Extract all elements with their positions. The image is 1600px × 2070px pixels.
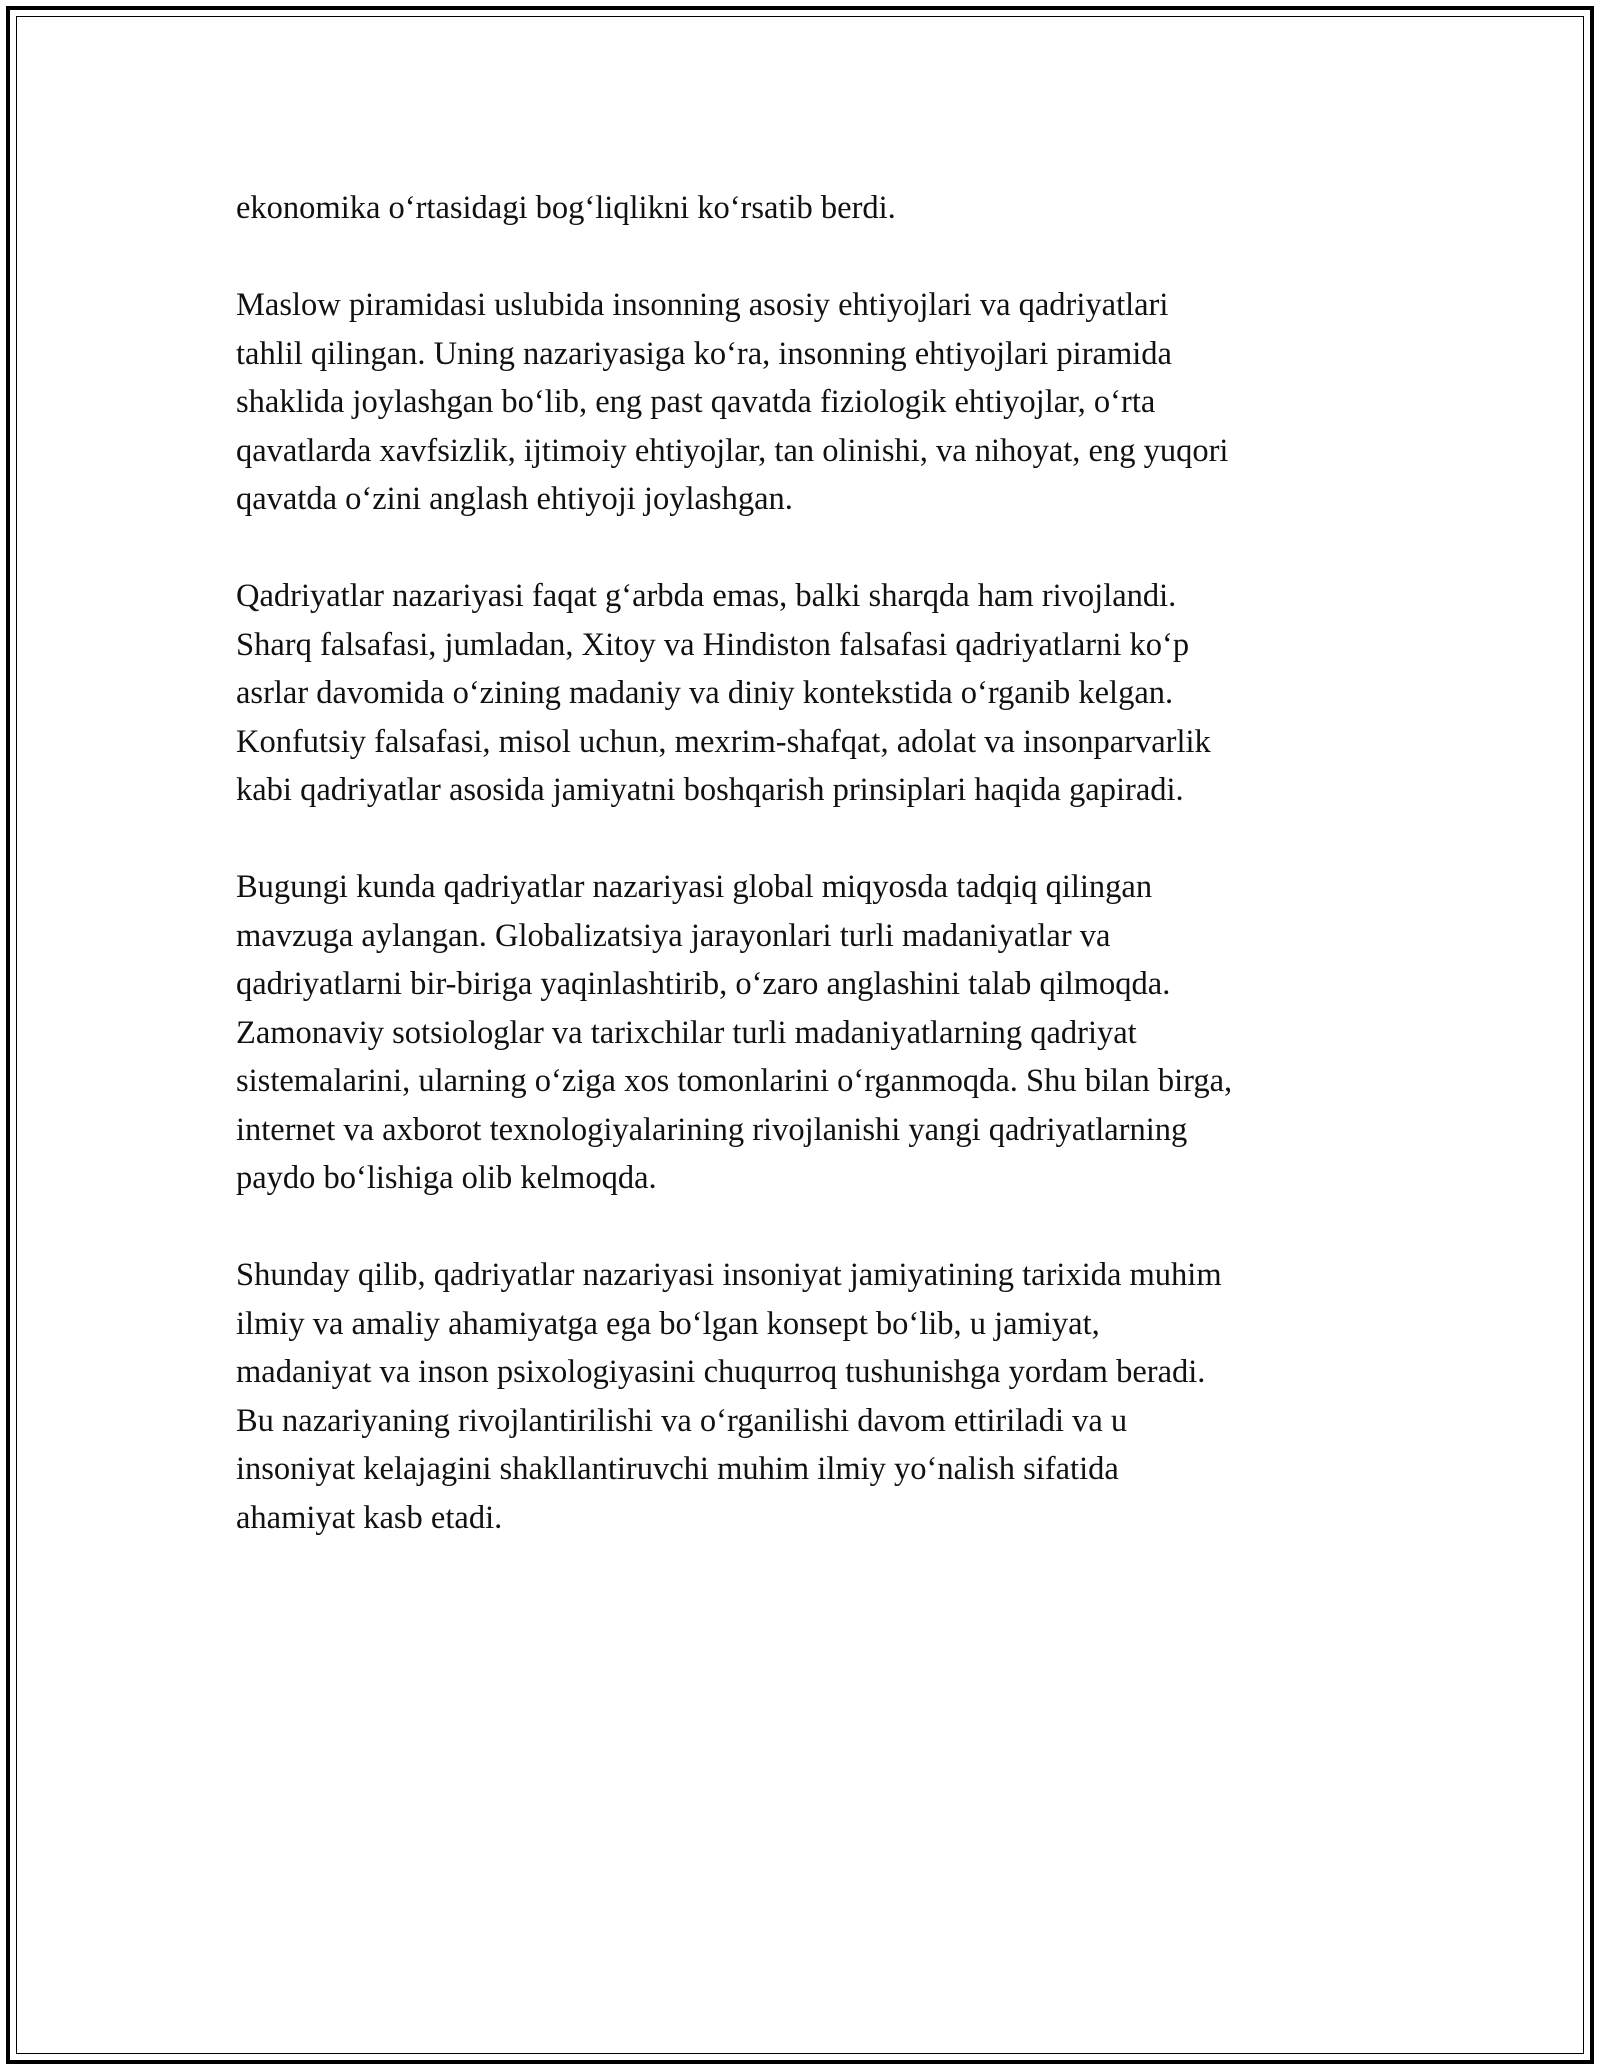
paragraph-3 xyxy=(236,572,1376,815)
paragraph-4 xyxy=(236,863,1376,1203)
text-line: mavzuga aylangan. Globalizatsiya jarayonlari turli madaniyatlar va xyxy=(236,917,1111,954)
text-line: qavatda o‘zini anglash ehtiyoji joylashgan. xyxy=(236,481,793,517)
text-line: internet va axborot texnologiyalarining rivojlanishi yangi qadriyatlarning xyxy=(236,1111,1188,1148)
text-line: asrlar davomida o‘zining madaniy va diniy kontekstida o‘rganib kelgan. xyxy=(236,675,1174,711)
text-line: kabi qadriyatlar asosida jamiyatni boshqarish prinsiplari haqida gapiradi. xyxy=(236,772,1184,808)
paragraph-2 xyxy=(236,281,1376,524)
text-line: Konfutsiy falsafasi, misol uchun, mexrim-shafqat, adolat va insonparvarlik xyxy=(236,723,1211,760)
text-line: Zamonaviy sotsiologlar va tarixchilar turli madaniyatlarning qadriyat xyxy=(236,1014,1137,1051)
text-line: Maslow piramidasi uslubida insonning asosiy ehtiyojlari va qadriyatlari xyxy=(236,287,1169,323)
text-line: sistemalarini, ularning o‘ziga xos tomonlarini o‘rganmoqda. Shu bilan birga, xyxy=(236,1063,1233,1099)
text-line: shaklida joylashgan bo‘lib, eng past qavatda fiziologik ehtiyojlar, o‘rta xyxy=(236,384,1156,420)
text-line: ekonomika o‘rtasidagi bog‘liqlikni ko‘rsatib berdi. xyxy=(236,190,896,226)
text-line: madaniyat va inson psixologiyasini chuqurroq tushunishga yordam beradi. xyxy=(236,1354,1206,1390)
text-line: qavatlarda xavfsizlik, ijtimoiy ehtiyojlar, tan olinishi, va nihoyat, eng yuqori xyxy=(236,432,1229,469)
text-line: paydo bo‘lishiga olib kelmoqda. xyxy=(236,1160,657,1196)
text-line: insoniyat kelajagini shakllantiruvchi muhim ilmiy yo‘nalish sifatida xyxy=(236,1451,1119,1487)
text-line: tahlil qilingan. Uning nazariyasiga ko‘ra, insonning ehtiyojlari piramida xyxy=(236,335,1172,372)
text-line: ahamiyat kasb etadi. xyxy=(236,1499,503,1536)
text-line: qadriyatlarni bir-biriga yaqinlashtirib, o‘zaro anglashini talab qilmoqda. xyxy=(236,966,1171,1002)
document-body xyxy=(236,184,1376,1591)
text-line: ilmiy va amaliy ahamiyatga ega bo‘lgan konsept bo‘lib, u jamiyat, xyxy=(236,1305,1100,1342)
text-line: Shunday qilib, qadriyatlar nazariyasi insoniyat jamiyatining tarixida muhim xyxy=(236,1257,1222,1293)
text-line: Sharq falsafasi, jumladan, Xitoy va Hindiston falsafasi qadriyatlarni ko‘p xyxy=(236,626,1190,663)
text-line: Bugungi kunda qadriyatlar nazariyasi global miqyosda tadqiq qilingan xyxy=(236,869,1153,905)
paragraph-1 xyxy=(236,184,1376,233)
text-line: Qadriyatlar nazariyasi faqat g‘arbda emas, balki sharqda ham rivojlandi. xyxy=(236,578,1177,614)
text-line: Bu nazariyaning rivojlantirilishi va o‘rganilishi davom ettiriladi va u xyxy=(236,1402,1128,1439)
paragraph-5 xyxy=(236,1251,1376,1542)
